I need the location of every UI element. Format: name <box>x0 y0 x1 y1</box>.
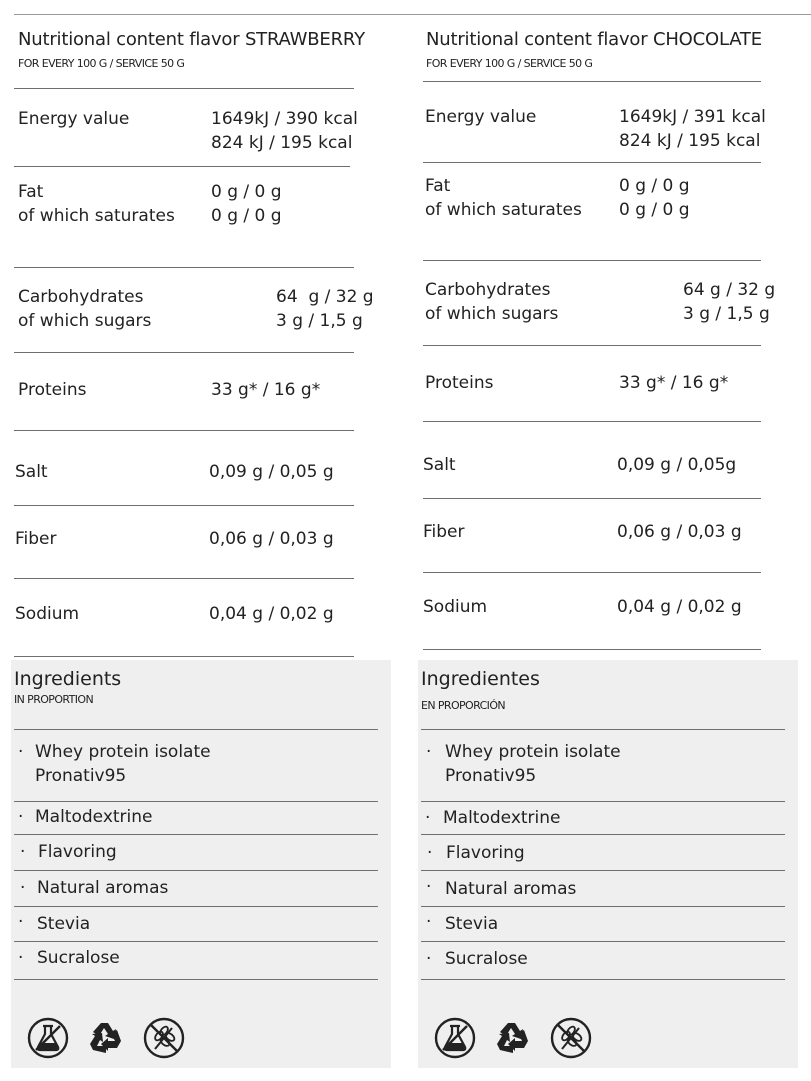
divider <box>14 834 378 835</box>
chocolate-title: Nutritional content flavor CHOCOLATE <box>426 29 762 50</box>
divider <box>423 421 761 422</box>
ingredient-item: Flavoring <box>38 842 117 862</box>
bullet: · <box>18 948 24 968</box>
divider <box>14 578 354 579</box>
row-label-fat: Fat of which saturates <box>18 182 175 226</box>
divider <box>14 352 354 353</box>
row-value-fiber: 0,06 g / 0,03 g <box>617 522 742 542</box>
divider <box>421 870 785 871</box>
divider <box>14 88 354 89</box>
divider <box>423 260 761 261</box>
bullet: · <box>20 842 26 862</box>
ingredient-item: Natural aromas <box>37 878 169 898</box>
divider <box>421 979 785 980</box>
divider <box>421 834 785 835</box>
bullet: · <box>426 949 432 969</box>
divider <box>423 162 761 163</box>
bullet: · <box>425 808 431 828</box>
divider <box>14 505 354 506</box>
ingredient-item: Maltodextrine <box>443 808 561 828</box>
row-label-fiber: Fiber <box>423 522 465 542</box>
row-value-fiber: 0,06 g / 0,03 g <box>209 529 334 549</box>
strawberry-subtitle: FOR EVERY 100 G / SERVICE 50 G <box>18 57 185 70</box>
row-label-salt: Salt <box>423 455 456 475</box>
divider <box>421 906 785 907</box>
ingredient-item: Whey protein isolate Pronativ95 <box>35 742 211 786</box>
bullet: · <box>18 807 24 827</box>
row-value-energy: 1649kJ / 390 kcal 824 kJ / 195 kcal <box>211 109 358 153</box>
row-label-energy: Energy value <box>425 107 537 127</box>
recyclable-icon <box>491 1016 535 1060</box>
row-value-energy: 1649kJ / 391 kcal 824 kJ / 195 kcal <box>619 107 766 151</box>
divider <box>423 572 761 573</box>
row-value-salt: 0,09 g / 0,05 g <box>209 462 334 482</box>
bullet: · <box>18 742 24 762</box>
divider <box>14 267 354 268</box>
row-value-carbs: 64 g / 32 g 3 g / 1,5 g <box>683 280 776 324</box>
bullet: · <box>20 878 26 898</box>
row-value-proteins: 33 g* / 16 g* <box>211 380 321 400</box>
ingredient-item: Whey protein isolate Pronativ95 <box>445 742 621 786</box>
bullet: · <box>18 912 24 932</box>
bullet: · <box>427 843 433 863</box>
row-label-fiber: Fiber <box>15 529 57 549</box>
ingredient-item: Natural aromas <box>445 879 577 899</box>
strawberry-title: Nutritional content flavor STRAWBERRY <box>18 29 365 50</box>
row-label-carbs: Carbohydrates of which sugars <box>18 287 152 331</box>
ingredients-title: Ingredients <box>14 668 122 690</box>
row-value-sodium: 0,04 g / 0,02 g <box>209 604 334 624</box>
divider <box>14 729 378 730</box>
badges-row <box>433 1016 593 1060</box>
row-label-fat: Fat of which saturates <box>425 176 582 220</box>
row-value-fat: 0 g / 0 g 0 g / 0 g <box>211 182 282 226</box>
divider <box>14 656 354 657</box>
divider <box>421 941 785 942</box>
divider <box>423 81 761 82</box>
bullet: · <box>426 742 432 762</box>
row-label-salt: Salt <box>15 462 48 482</box>
row-label-sodium: Sodium <box>423 597 488 617</box>
bullet: · <box>426 912 432 932</box>
gluten-free-icon <box>142 1016 186 1060</box>
row-value-proteins: 33 g* / 16 g* <box>619 373 729 393</box>
no-chemicals-icon <box>26 1016 70 1060</box>
recyclable-icon <box>84 1016 128 1060</box>
divider <box>14 166 350 167</box>
gluten-free-icon <box>549 1016 593 1060</box>
ingredient-item: Stevia <box>37 914 91 934</box>
divider <box>14 979 378 980</box>
ingredients-panel <box>11 660 391 1068</box>
ingredient-item: Flavoring <box>446 843 525 863</box>
row-value-fat: 0 g / 0 g 0 g / 0 g <box>619 176 690 220</box>
chocolate-subtitle: FOR EVERY 100 G / SERVICE 50 G <box>426 57 593 70</box>
row-label-energy: Energy value <box>18 109 130 129</box>
row-label-proteins: Proteins <box>18 380 87 400</box>
ingredient-item: Sucralose <box>37 948 120 968</box>
divider <box>14 430 354 431</box>
divider <box>14 870 378 871</box>
divider <box>423 345 761 346</box>
divider <box>421 801 785 802</box>
chocolate-column <box>405 0 810 1081</box>
no-chemicals-icon <box>433 1016 477 1060</box>
ingredients-subtitle: EN PROPORCIÓN <box>421 699 506 712</box>
divider <box>14 801 378 802</box>
ingredients-subtitle: IN PROPORTION <box>14 693 94 706</box>
divider <box>14 941 378 942</box>
bullet: · <box>426 877 432 897</box>
divider <box>423 498 761 499</box>
row-value-salt: 0,09 g / 0,05g <box>617 455 737 475</box>
divider <box>421 729 785 730</box>
ingredients-title: Ingredientes <box>421 668 540 690</box>
ingredient-item: Maltodextrine <box>35 807 153 827</box>
badges-row <box>26 1016 186 1060</box>
row-label-sodium: Sodium <box>15 604 80 624</box>
divider <box>423 649 761 650</box>
row-value-sodium: 0,04 g / 0,02 g <box>617 597 742 617</box>
row-label-proteins: Proteins <box>425 373 494 393</box>
ingredient-item: Stevia <box>445 914 499 934</box>
strawberry-column <box>0 0 405 1081</box>
divider <box>14 906 378 907</box>
row-label-carbs: Carbohydrates of which sugars <box>425 280 559 324</box>
ingredient-item: Sucralose <box>445 949 528 969</box>
row-value-carbs: 64 g / 32 g 3 g / 1,5 g <box>276 287 374 331</box>
